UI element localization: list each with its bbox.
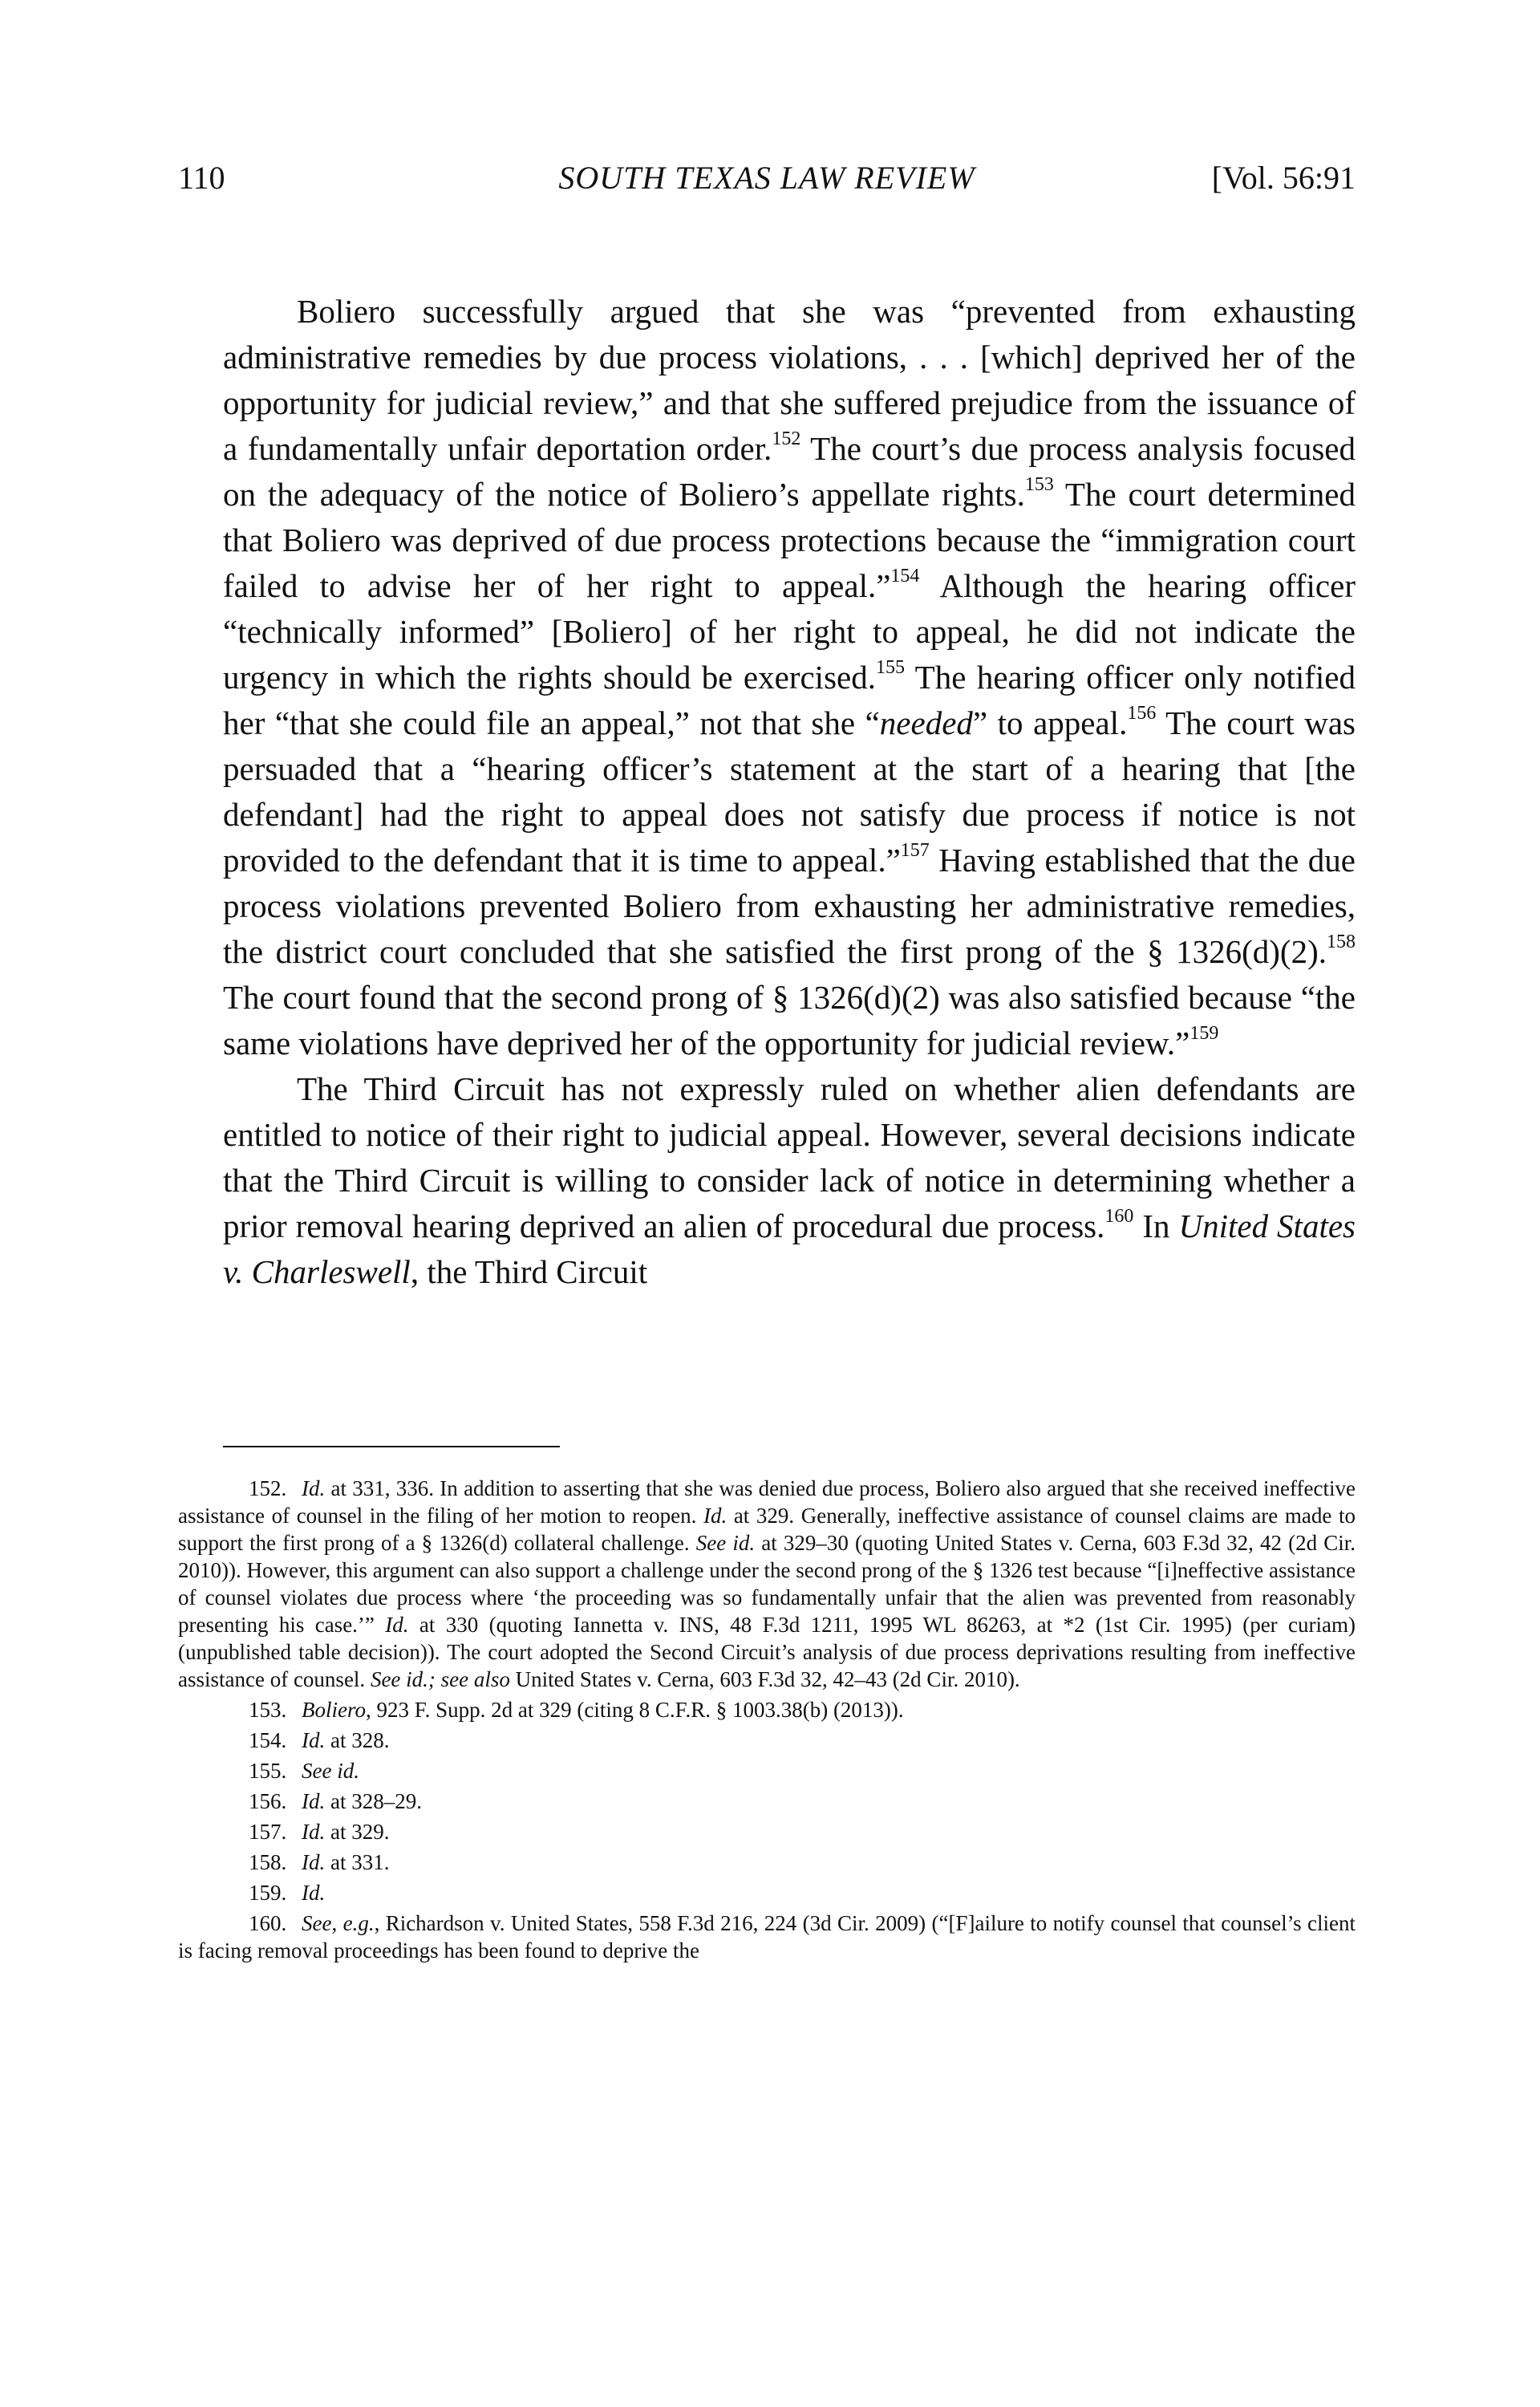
footnote-160: 160. See, e.g., Richardson v. United States, 558 F.3d 216, 224 (3d Cir. 2009) (“[F]ailure to notify counsel that counsel’s client is facing removal proceedings has been found to deprive the: [178, 1911, 1356, 1963]
footnote-ref: 159: [1189, 1023, 1219, 1045]
running-header: [178, 159, 1356, 207]
footnote-ref: 160: [1104, 1206, 1134, 1228]
footnote-152: 152. Id. at 331, 336. In addition to asserting that she was denied due process, Boliero also argued that she received ineffective assistance of counsel in the filing of her motion to reopen. Id. at 329. Generally, ineffective assistance of counsel claims are made to support the first prong of a § 1326(d) collateral challenge. See id. at 329–30 (quoting United States v. Cerna, 603 F.3d 32, 42 (2d Cir. 2010)). However, this argument can also support a challenge under the second prong of the § 1326 test because “[i]neffective assistance of counsel violates due process where ‘the proceeding was so fundamentally unfair that the alien was prevented from reasonably presenting his case.’” Id. at 330 (quoting Iannetta v. INS, 48 F.3d 1211, 1995 WL 86263, at *2 (1st Cir. 1995) (per curiam) (unpublished table decision)). The court adopted the Second Circuit’s analysis of due process deprivations resulting from ineffective assistance of counsel. See id.; see also United States v. Cerna, 603 F.3d 32, 42–43 (2d Cir. 2010).: [178, 1476, 1356, 1691]
footnotes: [178, 1475, 1356, 1967]
footnote-155: 155. See id.: [249, 1759, 359, 1783]
footnote-ref: 157: [900, 840, 930, 862]
footnote-ref: 158: [1327, 932, 1356, 953]
footnote-154: 154. Id. at 328.: [249, 1728, 390, 1752]
journal-title: SOUTH TEXAS LAW REVIEW: [558, 160, 975, 196]
page-number: 110: [178, 160, 225, 196]
footnote-153: 153. Boliero, 923 F. Supp. 2d at 329 (citing 8 C.F.R. § 1003.38(b) (2013)).: [249, 1698, 904, 1722]
footnote-ref: 154: [890, 566, 920, 587]
footnote-157: 157. Id. at 329.: [249, 1820, 390, 1844]
footnote-158: 158. Id. at 331.: [249, 1850, 390, 1874]
footnote-ref: 152: [772, 428, 801, 450]
footnote-ref: 153: [1024, 474, 1054, 496]
case-name: United States v. Charleswell: [223, 1208, 1356, 1290]
footnote-ref: 155: [875, 657, 905, 679]
main-text: [223, 289, 1356, 1295]
paragraph-1: Boliero successfully argued that she was “prevented from exhausting administrative remedies by due process violations, . . . [which] deprived her of the opportunity for judicial review,” and that she suffered prejudice from the issuance of a fundamentally unfair deportation order.$^{152}$ The court’s due process analysis focused on the adequacy of the notice of Boliero’s appellate rights.$^{153}$ The court determined that Boliero was deprived of due process protections because the “immigration court failed to advise her of her right to appeal.”$^{154}$ Although the hearing officer “technically informed” [Boliero] of her right to appeal, he did not indicate the urgency in which the rights should be exercised.$^{155}$ The hearing officer only notified her “that she could file an appeal,” not that she “needed” to appeal.$^{156}$ The court was persuaded that a “hearing officer’s statement at the start of a hearing that [the defendant] had the right to appeal does not satisfy due process if notice is not provided to the defendant that it is time to appeal.”$^{157}$ Having established that the due process violations prevented Boliero from exhausting her administrative remedies, the district court concluded that she satisfied the first prong of the § 1326(d)(2).$^{158}$ The court found that the second prong of § 1326(d)(2) was also satisfied because “the same violations have deprived her of the opportunity for judicial review.”$^{159}$: [223, 293, 1356, 1061]
footnote-divider: [223, 1446, 560, 1447]
paragraph-2: The Third Circuit has not expressly ruled on whether alien defendants are entitled to notice of their right to judicial appeal. However, several decisions indicate that the Third Circuit is willing to consider lack of notice in determining whether a prior removal hearing deprived an alien of procedural due process.$^{160}$ In United States v. Charleswell, the Third Circuit: [223, 1070, 1356, 1290]
footnote-ref: 156: [1127, 703, 1157, 725]
footnote-159: 159. Id.: [249, 1881, 326, 1905]
volume-citation: [Vol. 56:91: [1211, 160, 1356, 196]
footnote-156: 156. Id. at 328–29.: [249, 1789, 422, 1813]
